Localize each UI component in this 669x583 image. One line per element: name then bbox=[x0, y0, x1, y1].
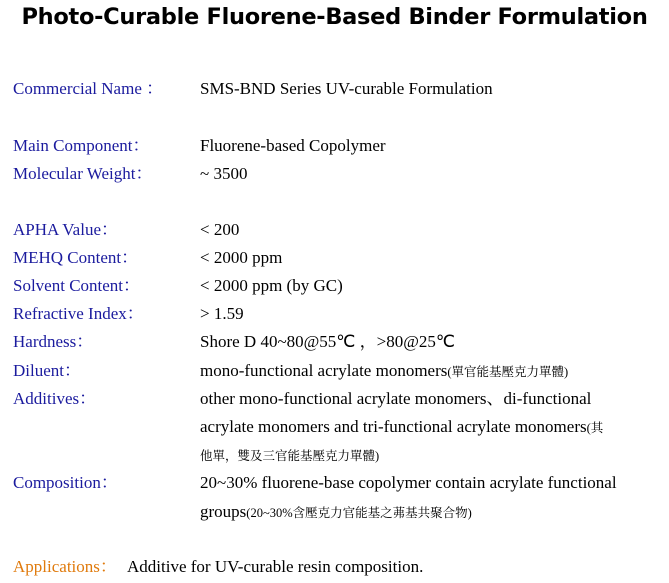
value-apha-value: < 200 bbox=[200, 220, 240, 239]
label-diluent: Diluent： bbox=[13, 361, 81, 380]
value-applications: Additive for UV-curable resin composition. bbox=[127, 557, 424, 576]
value-mehq-content: < 2000 ppm bbox=[200, 248, 283, 267]
value-composition-line2 bbox=[200, 502, 472, 523]
value-additives-line2-note: (其 bbox=[586, 421, 604, 435]
label-commercial-name: Commercial Name ： bbox=[13, 79, 164, 98]
value-diluent bbox=[200, 361, 568, 382]
label-apha-value: APHA Value： bbox=[13, 220, 118, 239]
document-title: Photo-Curable Fluorene-Based Binder Formulation bbox=[21, 4, 648, 30]
value-main-component: Fluorene-based Copolymer bbox=[200, 136, 386, 155]
value-hardness: Shore D 40~80@55℃ ，>80@25℃ bbox=[200, 332, 455, 351]
value-diluent-chinese-note: (單官能基壓克力單體) bbox=[447, 365, 569, 379]
value-additives-line3-note: 他單，雙及三官能基壓克力單體) bbox=[200, 449, 380, 463]
label-molecular-weight: Molecular Weight： bbox=[13, 164, 153, 183]
value-additives-line2-text: acrylate monomers and tri-functional acrylate monomers bbox=[200, 417, 587, 436]
value-composition-line2-note: (20~30%含壓克力官能基之茀基共聚合物) bbox=[246, 506, 472, 520]
value-commercial-name: SMS-BND Series UV-curable Formulation bbox=[200, 79, 493, 98]
label-additives: Additives： bbox=[13, 389, 97, 408]
label-mehq-content: MEHQ Content： bbox=[13, 248, 139, 267]
value-refractive-index: > 1.59 bbox=[200, 304, 244, 323]
value-composition-line1: 20~30% fluorene-base copolymer contain acrylate functional bbox=[200, 473, 617, 492]
value-composition-line2-text: groups bbox=[200, 502, 247, 521]
label-applications: Applications： bbox=[13, 557, 117, 576]
label-hardness: Hardness： bbox=[13, 332, 94, 351]
value-diluent-text: mono-functional acrylate monomers bbox=[200, 361, 448, 380]
label-composition: Composition： bbox=[13, 473, 118, 492]
value-additives-line2 bbox=[200, 417, 603, 438]
label-main-component: Main Component： bbox=[13, 136, 150, 155]
value-molecular-weight: ~ 3500 bbox=[200, 164, 248, 183]
value-solvent-content: < 2000 ppm (by GC) bbox=[200, 276, 343, 295]
label-refractive-index: Refractive Index： bbox=[13, 304, 144, 323]
value-additives-line1: other mono-functional acrylate monomers、di-functional bbox=[200, 389, 592, 408]
label-solvent-content: Solvent Content： bbox=[13, 276, 141, 295]
